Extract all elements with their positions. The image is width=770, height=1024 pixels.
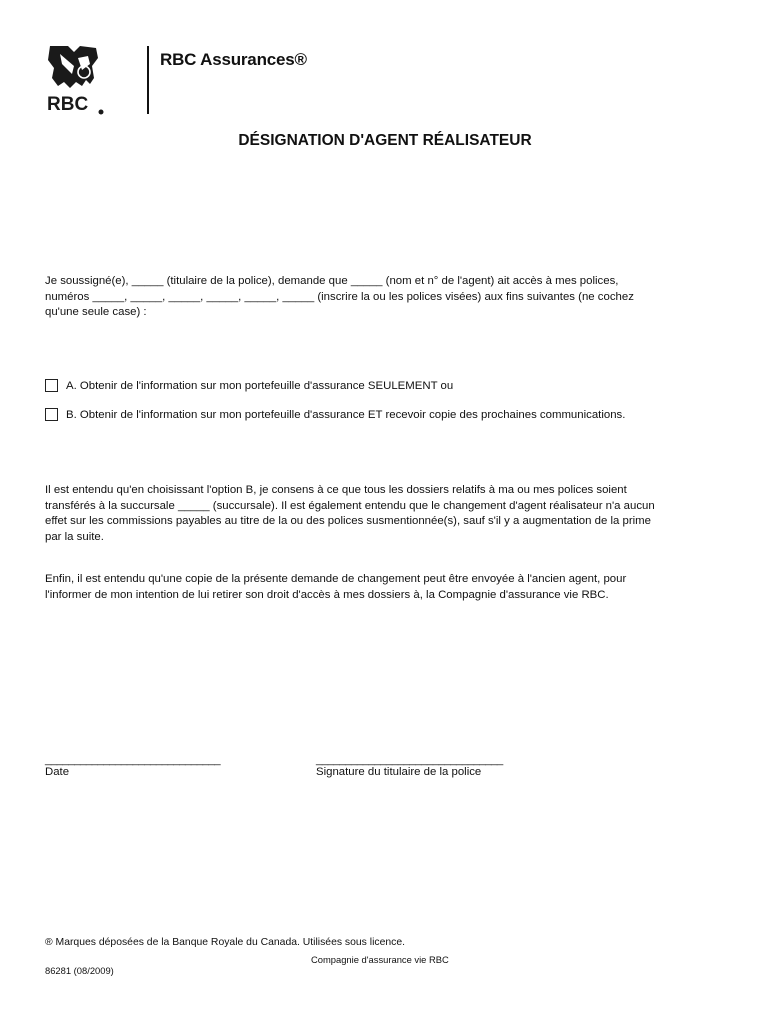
closing-paragraph — [45, 572, 735, 603]
intro-line: numéros _____, _____, _____, _____, _____, _____ (inscrire la ou les polices visées) aux fins suivantes (ne cochez — [45, 290, 634, 303]
option-b-line: par la suite. — [45, 530, 104, 543]
signature-label: Signature du titulaire de la police — [316, 766, 482, 778]
signature-field[interactable]: ________________________________ — [316, 754, 503, 766]
header-divider — [147, 46, 149, 114]
option-a-label: A. Obtenir de l'information sur mon portefeuille d'assurance SEULEMENT ou — [66, 379, 454, 392]
logo-text: RBC — [47, 94, 89, 115]
option-b-line: Il est entendu qu'en choisissant l'option B, je consens à ce que tous les dossiers relatifs à ma ou mes polices soient — [45, 484, 627, 496]
option-b-paragraph — [45, 483, 735, 545]
option-b — [45, 408, 625, 421]
intro-paragraph — [45, 274, 735, 321]
intro-line: qu'une seule case) : — [45, 306, 147, 319]
option-b-label: B. Obtenir de l'information sur mon portefeuille d'assurance ET recevoir copie des prochaines communications. — [66, 408, 626, 421]
date-field[interactable]: ______________________________ — [45, 754, 221, 766]
date-label: Date — [45, 766, 70, 778]
trademark-notice: ® Marques déposées de la Banque Royale du Canada. Utilisées sous licence. — [45, 937, 405, 948]
rbc-logo — [44, 44, 106, 116]
option-b-line: effet sur les commissions payables au titre de la ou des polices susmentionnée(s), sauf s'il y a augmentation de la prime — [45, 515, 651, 528]
closing-line: Enfin, il est entendu qu'une copie de la présente demande de changement peut être envoyée à l'ancien agent, pour — [45, 573, 627, 585]
form-number: 86281 (08/2009) — [45, 965, 114, 976]
option-a-checkbox[interactable] — [45, 379, 58, 392]
option-b-checkbox[interactable] — [45, 408, 58, 421]
option-a — [45, 379, 453, 392]
option-b-line: transférés à la succursale _____ (succursale). Il est également entendu que le changement d'agent réalisateur n'a aucun — [45, 499, 655, 512]
document-title: DÉSIGNATION D'AGENT RÉALISATEUR — [238, 132, 532, 149]
company-name: Compagnie d'assurance vie RBC — [311, 954, 449, 965]
closing-line: l'informer de mon intention de lui retirer son droit d'accès à mes dossiers à, la Compagnie d'assurance vie RBC. — [45, 588, 609, 601]
brand-name: RBC Assurances® — [160, 50, 307, 69]
intro-line: Je soussigné(e), _____ (titulaire de la police), demande que _____ (nom et n° de l'agent) ait accès à mes polices, — [45, 275, 619, 287]
